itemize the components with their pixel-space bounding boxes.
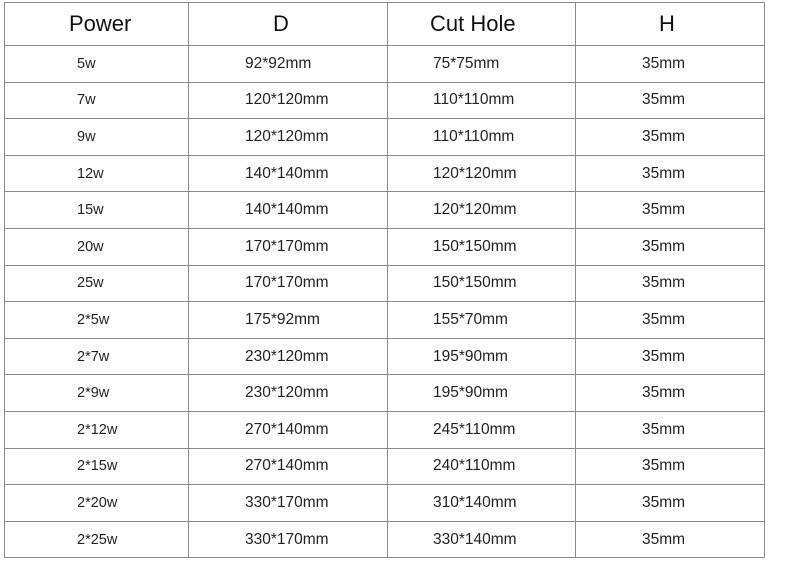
cell-cut-hole: 330*140mm: [388, 521, 576, 558]
cell-cut-hole: 120*120mm: [388, 155, 576, 192]
header-cut-hole: Cut Hole: [388, 3, 576, 46]
cell-power: 2*12w: [5, 411, 189, 448]
cell-cut-hole: 310*140mm: [388, 485, 576, 522]
table-row: [5, 521, 765, 558]
cell-d: 120*120mm: [189, 82, 388, 119]
header-h: H: [576, 3, 765, 46]
cell-h: 35mm: [576, 485, 765, 522]
table-row: [5, 155, 765, 192]
cell-cut-hole: 240*110mm: [388, 448, 576, 485]
cell-d: 230*120mm: [189, 338, 388, 375]
table-row: [5, 46, 765, 83]
cell-d: 330*170mm: [189, 521, 388, 558]
cell-cut-hole: 150*150mm: [388, 228, 576, 265]
cell-d: 140*140mm: [189, 155, 388, 192]
cell-h: 35mm: [576, 82, 765, 119]
header-power: Power: [5, 3, 189, 46]
table-row: [5, 192, 765, 229]
cell-power: 12w: [5, 155, 189, 192]
cell-d: 170*170mm: [189, 265, 388, 302]
table-row: [5, 302, 765, 339]
cell-power: 15w: [5, 192, 189, 229]
table-row: [5, 411, 765, 448]
cell-cut-hole: 195*90mm: [388, 338, 576, 375]
spec-table: [4, 2, 765, 558]
cell-h: 35mm: [576, 192, 765, 229]
cell-cut-hole: 155*70mm: [388, 302, 576, 339]
table-row: [5, 338, 765, 375]
cell-cut-hole: 110*110mm: [388, 82, 576, 119]
cell-cut-hole: 75*75mm: [388, 46, 576, 83]
cell-h: 35mm: [576, 228, 765, 265]
cell-power: 7w: [5, 82, 189, 119]
cell-power: 2*20w: [5, 485, 189, 522]
header-d: D: [189, 3, 388, 46]
table-row: [5, 228, 765, 265]
cell-h: 35mm: [576, 119, 765, 156]
cell-power: 9w: [5, 119, 189, 156]
cell-d: 120*120mm: [189, 119, 388, 156]
cell-h: 35mm: [576, 338, 765, 375]
cell-power: 5w: [5, 46, 189, 83]
cell-cut-hole: 195*90mm: [388, 375, 576, 412]
cell-d: 175*92mm: [189, 302, 388, 339]
cell-d: 230*120mm: [189, 375, 388, 412]
cell-power: 2*5w: [5, 302, 189, 339]
cell-h: 35mm: [576, 448, 765, 485]
cell-d: 92*92mm: [189, 46, 388, 83]
cell-power: 2*15w: [5, 448, 189, 485]
cell-power: 2*9w: [5, 375, 189, 412]
cell-power: 20w: [5, 228, 189, 265]
cell-h: 35mm: [576, 302, 765, 339]
cell-cut-hole: 110*110mm: [388, 119, 576, 156]
cell-cut-hole: 245*110mm: [388, 411, 576, 448]
table-row: [5, 265, 765, 302]
cell-d: 270*140mm: [189, 411, 388, 448]
cell-d: 170*170mm: [189, 228, 388, 265]
cell-power: 25w: [5, 265, 189, 302]
cell-h: 35mm: [576, 411, 765, 448]
table-header-row: [5, 3, 765, 46]
spec-table-container: [4, 2, 764, 558]
cell-power: 2*7w: [5, 338, 189, 375]
table-row: [5, 82, 765, 119]
table-row: [5, 375, 765, 412]
cell-h: 35mm: [576, 375, 765, 412]
cell-d: 270*140mm: [189, 448, 388, 485]
table-row: [5, 448, 765, 485]
table-row: [5, 119, 765, 156]
cell-power: 2*25w: [5, 521, 189, 558]
cell-h: 35mm: [576, 46, 765, 83]
cell-h: 35mm: [576, 265, 765, 302]
cell-cut-hole: 120*120mm: [388, 192, 576, 229]
cell-d: 140*140mm: [189, 192, 388, 229]
cell-h: 35mm: [576, 155, 765, 192]
cell-d: 330*170mm: [189, 485, 388, 522]
cell-cut-hole: 150*150mm: [388, 265, 576, 302]
table-row: [5, 485, 765, 522]
cell-h: 35mm: [576, 521, 765, 558]
